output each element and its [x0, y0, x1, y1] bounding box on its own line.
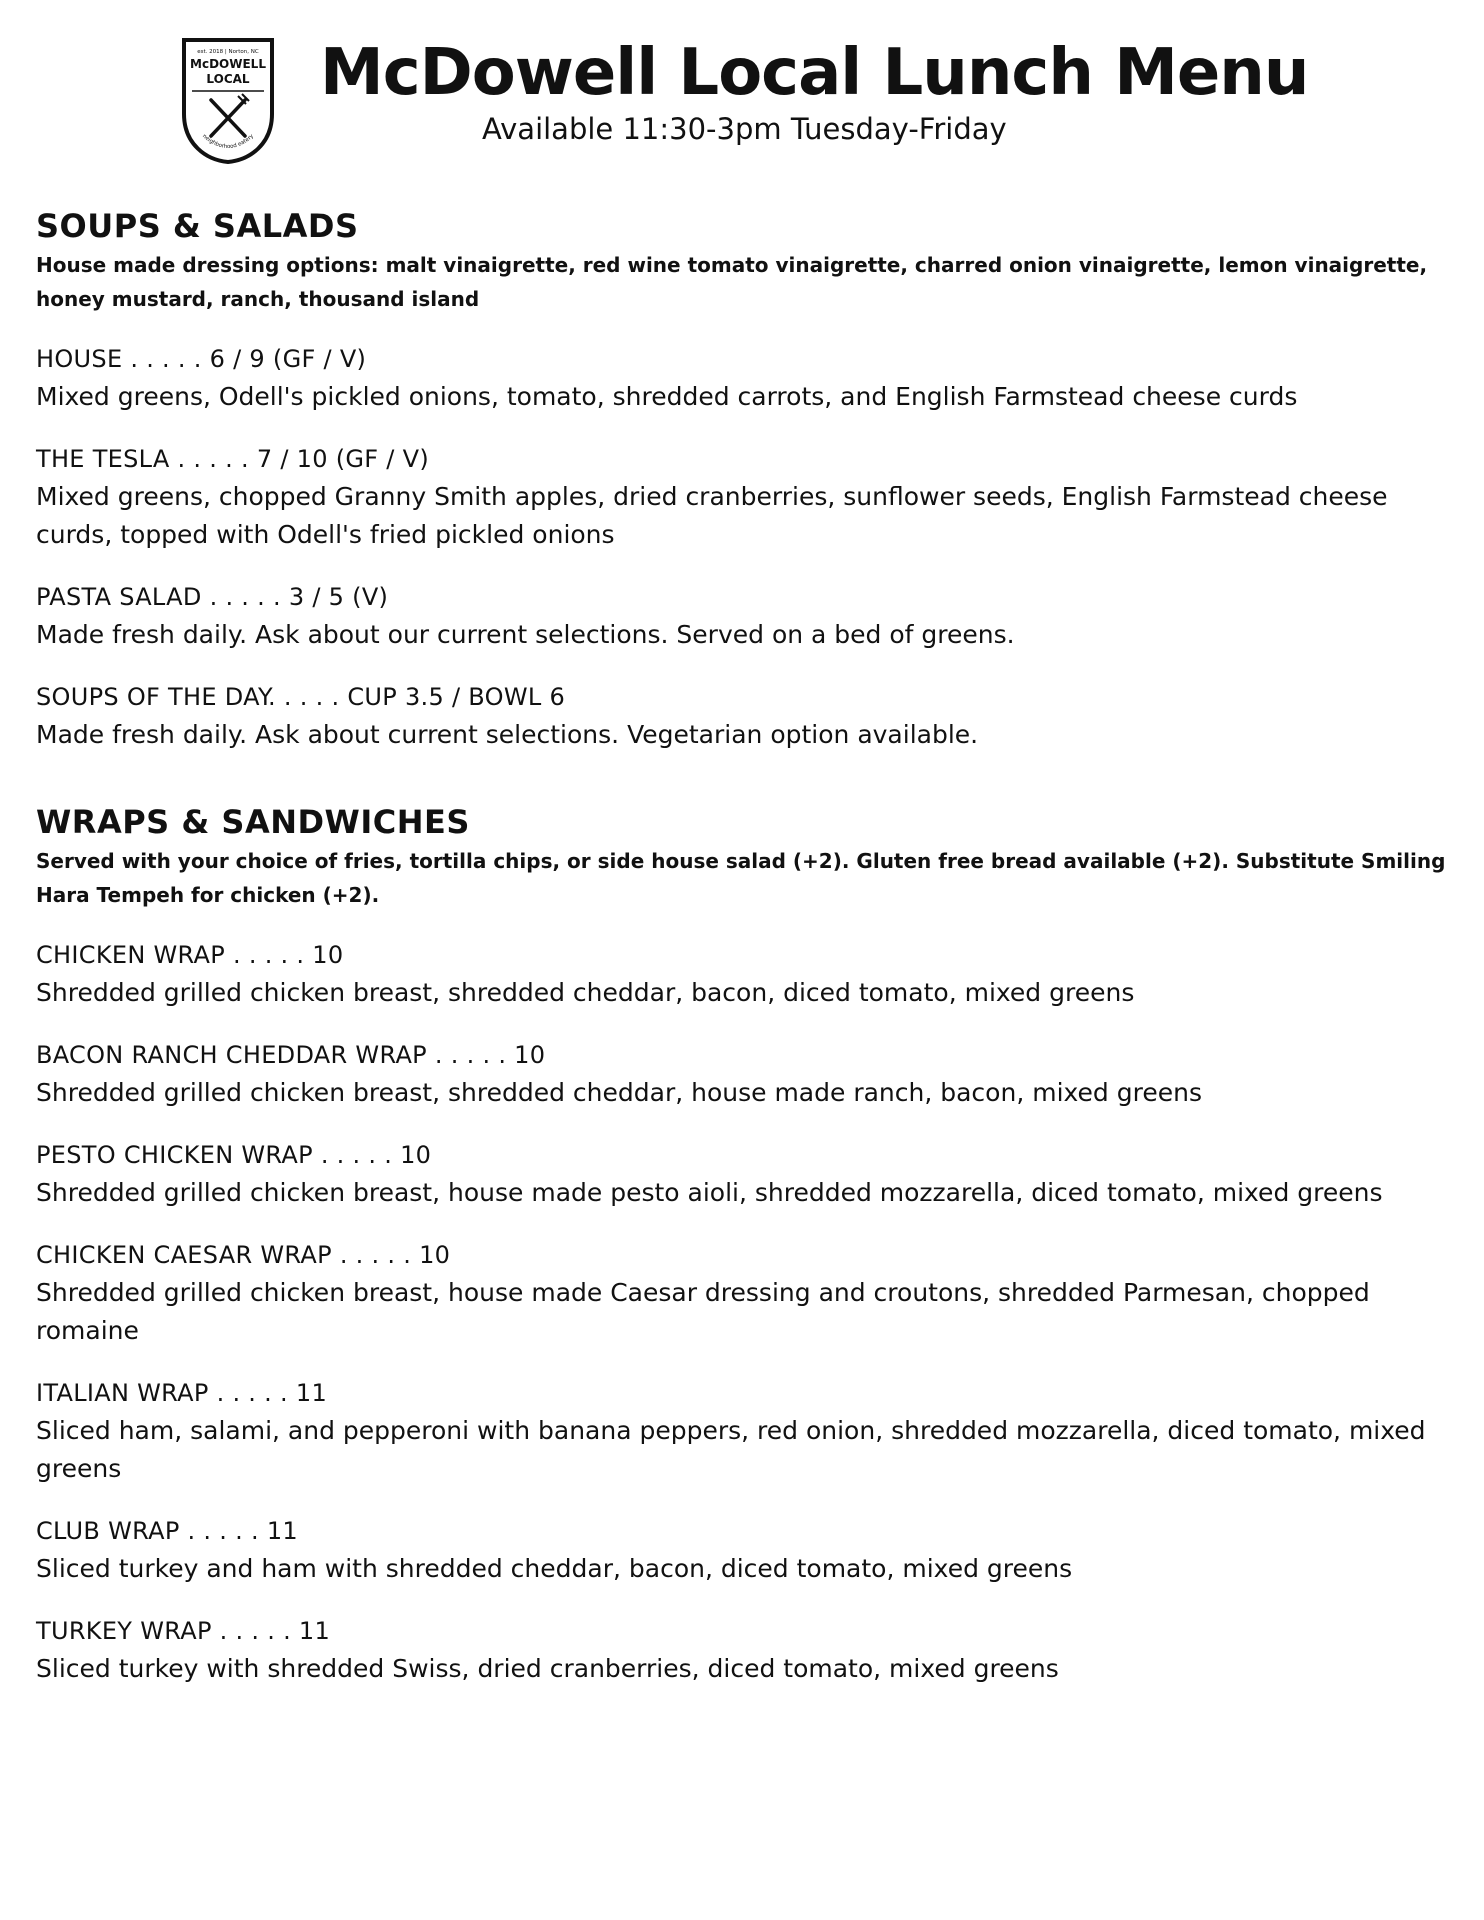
logo-name-line2: LOCAL [206, 72, 250, 86]
item-name: THE TESLA . . . . . 7 / 10 (GF / V) [36, 445, 429, 473]
item-description: Made fresh daily. Ask about our current selections. Served on a bed of greens. [36, 620, 1015, 649]
logo-tagline: neighborhood eatery [201, 133, 255, 151]
section-spacer [36, 778, 1446, 800]
item-name: CLUB WRAP . . . . . 11 [36, 1517, 298, 1545]
fork-knife-icon [211, 100, 245, 136]
section-note: Served with your choice of fries, tortilla chips, or side house salad (+2). Gluten free bread available (+2). Substitute Smiling Hara Tempeh for chicken (+2). [36, 849, 1446, 907]
section-note: House made dressing options: malt vinaigrette, red wine tomato vinaigrette, charred onion vinaigrette, lemon vinaigrette, honey mustard, ranch, thousand island [36, 253, 1428, 311]
menu-item [36, 1236, 1446, 1350]
menu-item [36, 1512, 1446, 1588]
menu-item [36, 1612, 1446, 1688]
item-name: CHICKEN CAESAR WRAP . . . . . 10 [36, 1241, 451, 1269]
item-name: CHICKEN WRAP . . . . . 10 [36, 941, 344, 969]
item-description: Mixed greens, chopped Granny Smith apples, dried cranberries, sunflower seeds, English Farmstead cheese curds, topped with Odell's fried pickled onions [36, 482, 1388, 549]
section-heading: SOUPS & SALADS [36, 207, 359, 245]
svg-text:neighborhood eatery [201, 133, 255, 150]
item-description: Mixed greens, Odell's pickled onions, tomato, shredded carrots, and English Farmstead cheese curds [36, 382, 1298, 411]
item-description: Sliced turkey and ham with shredded cheddar, bacon, diced tomato, mixed greens [36, 1554, 1073, 1583]
item-description: Sliced turkey with shredded Swiss, dried cranberries, diced tomato, mixed greens [36, 1654, 1059, 1683]
shield-logo-icon [178, 36, 278, 166]
item-name: HOUSE . . . . . 6 / 9 (GF / V) [36, 345, 367, 373]
item-name: PASTA SALAD . . . . . 3 / 5 (V) [36, 583, 389, 611]
page-subtitle: Available 11:30-3pm Tuesday-Friday [482, 112, 1007, 146]
menu-item [36, 340, 1446, 416]
item-name: SOUPS OF THE DAY. . . . . CUP 3.5 / BOWL 6 [36, 683, 566, 711]
logo-established-text: est. 2018 | Norton, NC [197, 49, 259, 55]
page-title: McDowell Local Lunch Menu [320, 36, 1309, 110]
menu-item [36, 678, 1446, 754]
section-wraps-sandwiches [36, 800, 1446, 1688]
item-description: Shredded grilled chicken breast, house made pesto aioli, shredded mozzarella, diced tomato, mixed greens [36, 1178, 1383, 1207]
item-name: BACON RANCH CHEDDAR WRAP . . . . . 10 [36, 1041, 546, 1069]
menu-item [36, 936, 1446, 1012]
menu-item [36, 1374, 1446, 1488]
item-description: Shredded grilled chicken breast, shredded cheddar, house made ranch, bacon, mixed greens [36, 1078, 1202, 1107]
menu-item [36, 440, 1446, 554]
restaurant-logo [178, 36, 278, 166]
menu-content [36, 204, 1446, 1712]
section-heading: WRAPS & SANDWICHES [36, 803, 470, 841]
item-name: PESTO CHICKEN WRAP . . . . . 10 [36, 1141, 432, 1169]
logo-name-line1: McDOWELL [190, 57, 266, 71]
item-description: Shredded grilled chicken breast, house made Caesar dressing and croutons, shredded Parmesan, chopped romaine [36, 1278, 1370, 1345]
item-description: Sliced ham, salami, and pepperoni with banana peppers, red onion, shredded mozzarella, diced tomato, mixed greens [36, 1416, 1426, 1483]
fork-tines-icon [238, 94, 249, 104]
item-description: Made fresh daily. Ask about current selections. Vegetarian option available. [36, 720, 979, 749]
item-name: ITALIAN WRAP . . . . . 11 [36, 1379, 328, 1407]
menu-item [36, 578, 1446, 654]
menu-items [36, 936, 1446, 1688]
menu-item [36, 1036, 1446, 1112]
menu-items [36, 340, 1446, 754]
section-soups-salads [36, 204, 1446, 754]
item-description: Shredded grilled chicken breast, shredded cheddar, bacon, diced tomato, mixed greens [36, 978, 1135, 1007]
menu-item [36, 1136, 1446, 1212]
item-name: TURKEY WRAP . . . . . 11 [36, 1617, 331, 1645]
